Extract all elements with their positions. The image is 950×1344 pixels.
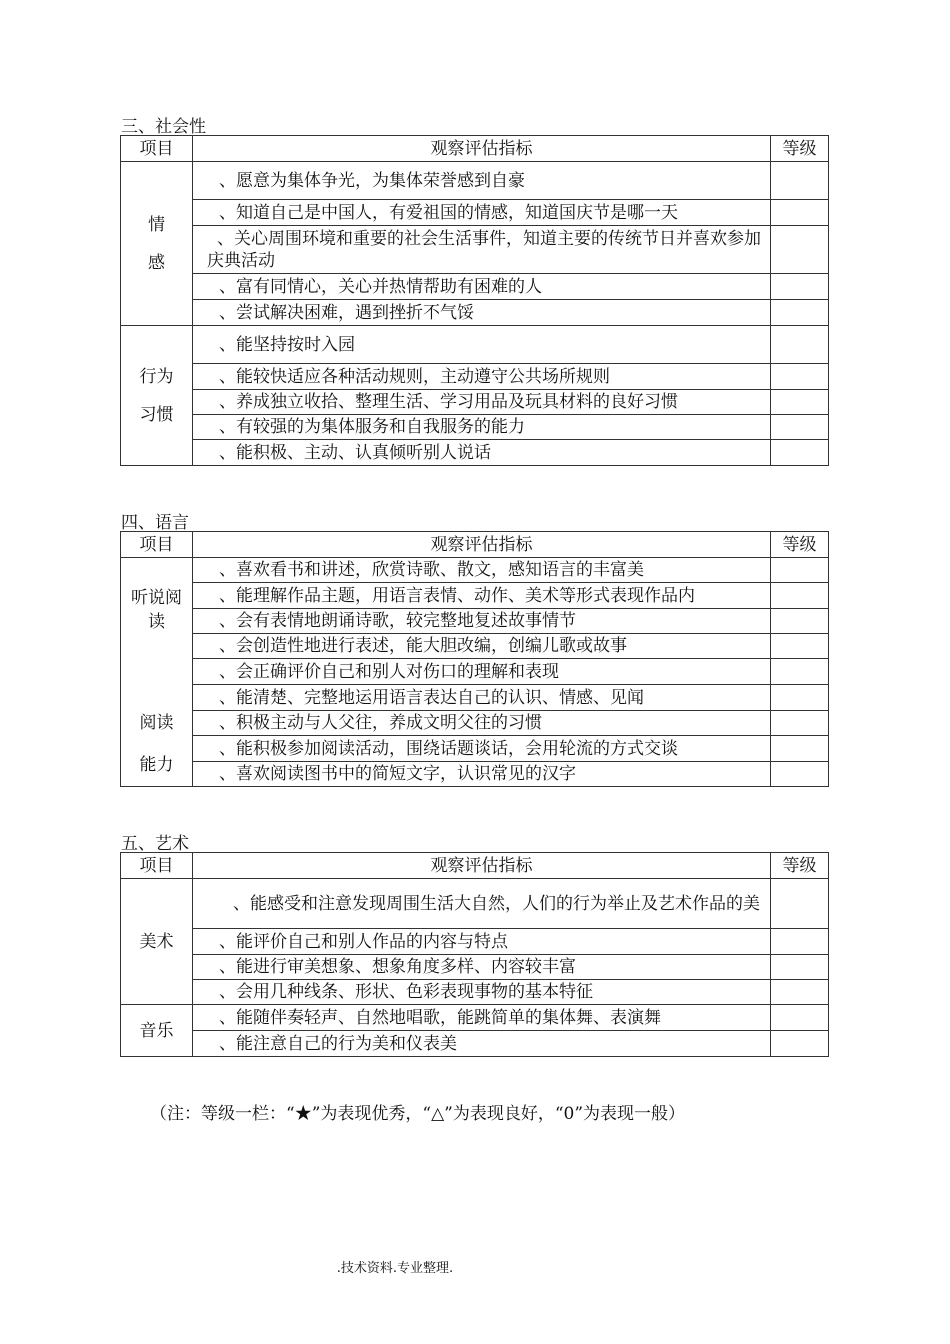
table-row <box>121 364 829 390</box>
section-title-art: 五、艺术 <box>121 834 189 854</box>
indicator-cell: 、能随伴奏轻声、自然地唱歌，能跳简单的集体舞、表演舞 <box>193 1005 771 1031</box>
table-row <box>121 711 829 736</box>
grade-cell[interactable] <box>771 200 829 226</box>
grade-cell[interactable] <box>771 736 829 762</box>
indicator-cell: 、能坚持按时入园 <box>193 326 771 364</box>
table-row <box>121 929 829 955</box>
header-grade: 等级 <box>771 136 829 162</box>
grade-cell[interactable] <box>771 929 829 955</box>
grade-cell[interactable] <box>771 390 829 415</box>
grade-cell[interactable] <box>771 980 829 1005</box>
social-evaluation-table <box>120 135 829 466</box>
table-row <box>121 415 829 440</box>
category-music: 音乐 <box>121 1005 193 1057</box>
grade-cell[interactable] <box>771 879 829 929</box>
table-row <box>121 685 829 711</box>
indicator-cell: 、能积极、主动、认真倾听别人说话 <box>193 440 771 466</box>
indicator-cell: 、会创造性地进行表述，能大胆改编，创编儿歌或故事 <box>193 634 771 659</box>
grade-legend-note: （注：等级一栏：“★”为表现优秀，“△”为表现良好，“0”为表现一般） <box>150 1104 686 1124</box>
indicator-cell: 、能较快适应各种活动规则，主动遵守公共场所规则 <box>193 364 771 390</box>
header-indicator: 观察评估指标 <box>193 853 771 879</box>
grade-cell[interactable] <box>771 762 829 787</box>
section-title-language: 四、语言 <box>121 513 189 533</box>
indicator-cell: 、会有表情地朗诵诗歌，较完整地复述故事情节 <box>193 609 771 634</box>
grade-cell[interactable] <box>771 711 829 736</box>
indicator-cell: 、喜欢看书和讲述，欣赏诗歌、散文，感知语言的丰富美 <box>193 558 771 583</box>
grade-cell[interactable] <box>771 685 829 711</box>
indicator-cell: 、有较强的为集体服务和自我服务的能力 <box>193 415 771 440</box>
table-row <box>121 609 829 634</box>
table-row <box>121 879 829 929</box>
indicator-cell: 、能注意自己的行为美和仪表美 <box>193 1031 771 1057</box>
indicator-cell: 、会用几种线条、形状、色彩表现事物的基本特征 <box>193 980 771 1005</box>
indicator-cell: 、能感受和注意发现周围生活大自然，人们的行为举止及艺术作品的美 <box>193 879 771 929</box>
grade-cell[interactable] <box>771 558 829 583</box>
grade-cell[interactable] <box>771 440 829 466</box>
page-footer: .技术资料.专业整理. <box>336 1261 454 1276</box>
grade-cell[interactable] <box>771 583 829 609</box>
grade-cell[interactable] <box>771 274 829 300</box>
table-row <box>121 955 829 980</box>
indicator-cell: 、愿意为集体争光，为集体荣誉感到自豪 <box>193 162 771 200</box>
category-behavior-habits: 行为 习惯 <box>121 326 193 466</box>
grade-cell[interactable] <box>771 326 829 364</box>
table-row <box>121 659 829 685</box>
header-indicator: 观察评估指标 <box>193 532 771 558</box>
category-reading-ability: 阅读 能力 <box>121 685 193 787</box>
grade-cell[interactable] <box>771 659 829 685</box>
table-row <box>121 736 829 762</box>
grade-cell[interactable] <box>771 300 829 326</box>
table-header-row <box>121 136 829 162</box>
table-row <box>121 300 829 326</box>
indicator-cell: 、积极主动与人父往，养成文明父往的习惯 <box>193 711 771 736</box>
grade-cell[interactable] <box>771 634 829 659</box>
indicator-cell: 、能评价自己和别人作品的内容与特点 <box>193 929 771 955</box>
table-row <box>121 1005 829 1031</box>
art-evaluation-table <box>120 852 829 1057</box>
indicator-cell: 、能积极参加阅读活动，围绕话题谈话，会用轮流的方式交谈 <box>193 736 771 762</box>
indicator-cell: 、能清楚、完整地运用语言表达自己的认识、情感、见闻 <box>193 685 771 711</box>
table-row <box>121 1031 829 1057</box>
grade-cell[interactable] <box>771 162 829 200</box>
category-fine-arts: 美术 <box>121 879 193 1005</box>
table-row <box>121 558 829 583</box>
table-row <box>121 634 829 659</box>
grade-cell[interactable] <box>771 955 829 980</box>
header-item: 项目 <box>121 136 193 162</box>
table-row <box>121 583 829 609</box>
table-row <box>121 762 829 787</box>
indicator-cell: 、富有同情心，关心并热情帮助有困难的人 <box>193 274 771 300</box>
table-row <box>121 226 829 274</box>
category-listening-speaking-reading: 听说阅 读 <box>121 558 193 685</box>
header-item: 项目 <box>121 532 193 558</box>
indicator-cell: 、知道自己是中国人，有爱祖国的情感，知道国庆节是哪一天 <box>193 200 771 226</box>
header-item: 项目 <box>121 853 193 879</box>
table-row <box>121 440 829 466</box>
table-header-row <box>121 853 829 879</box>
header-grade: 等级 <box>771 853 829 879</box>
table-row <box>121 326 829 364</box>
indicator-cell: 、会正确评价自己和别人对伤口的理解和表现 <box>193 659 771 685</box>
table-header-row <box>121 532 829 558</box>
indicator-cell: 、养成独立收拾、整理生活、学习用品及玩具材料的良好习惯 <box>193 390 771 415</box>
grade-cell[interactable] <box>771 226 829 274</box>
table-row <box>121 980 829 1005</box>
header-grade: 等级 <box>771 532 829 558</box>
grade-cell[interactable] <box>771 609 829 634</box>
indicator-cell: 、能理解作品主题，用语言表情、动作、美术等形式表现作品内 <box>193 583 771 609</box>
language-evaluation-table <box>120 531 829 787</box>
category-emotion: 情 感 <box>121 162 193 326</box>
table-row <box>121 162 829 200</box>
indicator-cell: 、喜欢阅读图书中的简短文字，认识常见的汉字 <box>193 762 771 787</box>
indicator-cell: 、能进行审美想象、想象角度多样、内容较丰富 <box>193 955 771 980</box>
section-title-social: 三、社会性 <box>121 117 206 137</box>
grade-cell[interactable] <box>771 415 829 440</box>
table-row <box>121 200 829 226</box>
grade-cell[interactable] <box>771 1031 829 1057</box>
indicator-cell: 、关心周围环境和重要的社会生活事件，知道主要的传统节日并喜欢参加庆典活动 <box>193 226 771 274</box>
indicator-cell: 、尝试解决困难，遇到挫折不气馁 <box>193 300 771 326</box>
table-row <box>121 274 829 300</box>
grade-cell[interactable] <box>771 1005 829 1031</box>
header-indicator: 观察评估指标 <box>193 136 771 162</box>
table-row <box>121 390 829 415</box>
grade-cell[interactable] <box>771 364 829 390</box>
